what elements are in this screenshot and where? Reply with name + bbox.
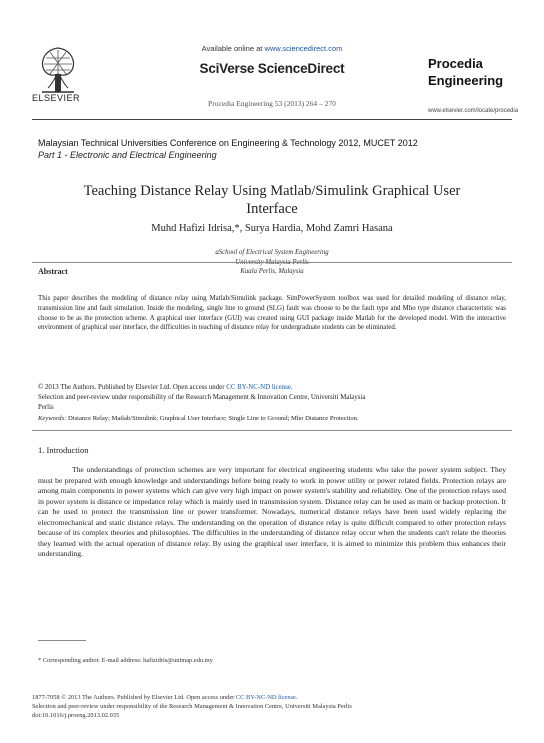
available-prefix: Available online at [201, 44, 265, 53]
footer-line2: Selection and peer-review under responsibility of the Research Management & Innovation Centre, Universiti Malaysia Perlis [32, 703, 352, 710]
footer-doi: doi:10.1016/j.proeng.2013.02.035 [32, 712, 120, 719]
paper-authors: Muhd Hafizi Idrisa,*, Surya Hardia, Mohd Zamri Hasana [151, 223, 393, 234]
conference-name: Malaysian Technical Universities Conference on Engineering & Technology 2012, MUCET 2012 [38, 138, 418, 148]
copyright-line2: Selection and peer-review under responsibility of the Research Management & Innovation Centre, Universiti Malaysia [38, 393, 366, 401]
copyright-line1: © 2013 The Authors. Published by Elsevier Ltd. Open access under [38, 384, 227, 391]
publisher-name: ELSEVIER [32, 93, 81, 103]
introduction-paragraph [38, 465, 506, 560]
journal-url[interactable]: www.elsevier.com/locate/procedia [428, 108, 519, 114]
introduction-text: The understandings of protection schemes are very important for electrical engineering students who take the power system subject. They must be prepared with enough knowledge and understandings before being ready to work in power utility or power related fields. Protection relays are among main components in power systems which can give very high impact on power system's stability and reliability. One of the protection relays used in power system is distance or impedance relay which is mainly used in transmission system. Distance relay can be used as main or backup protection. It can be used to protect the transmission line or power transformer. Nowadays, numerical distance relays have been used widely replacing the electromechanical and static distance relays. The understanding on the operation of distance relay is quite difficult compared to other protection relays because of its complex theories and philosophies. The difficulties in the understanding of distance relay occur when the students can't relate the theories they learned with the actual operation of distance relay. By using the graphical user interface, it is aimed to minimize this problem thus enhances their understanding. [38, 465, 506, 559]
footer-line1: 1877-7058 © 2013 The Authors. Published by Elsevier Ltd. Open access under [32, 694, 236, 701]
page-footer [32, 693, 512, 720]
conference-part: Part 1 - Electronic and Electrical Engineering [38, 150, 217, 160]
sciverse-logo-text: SciVerse ScienceDirect [199, 61, 345, 76]
corresponding-author-footnote: * Corresponding author. E-mail address: hafizidris@unimap.edu.my [38, 657, 213, 664]
abstract-heading: Abstract [38, 267, 68, 276]
copyright-line3: Perlis [38, 403, 54, 411]
copyright-block [38, 383, 506, 412]
license-link[interactable]: CC BY-NC-ND license. [226, 384, 293, 391]
journal-name-line1: Procedia [428, 56, 483, 71]
header-rule [32, 119, 512, 120]
availability-line [0, 44, 544, 53]
journal-reference: Procedia Engineering 53 (2013) 264 – 270 [208, 99, 336, 108]
journal-name [428, 55, 503, 89]
footer-license-link[interactable]: CC BY-NC-ND license. [235, 694, 298, 701]
paper-title-line2: Interface [246, 201, 298, 217]
keywords-label: Keywords: [38, 415, 67, 422]
sciencedirect-link[interactable]: www.sciencedirect.com [264, 44, 343, 53]
paper-title [40, 182, 504, 218]
journal-name-line2: Engineering [428, 73, 504, 88]
section-heading-introduction: 1. Introduction [38, 445, 89, 455]
keywords [38, 414, 506, 423]
abstract-top-rule [32, 262, 512, 263]
affiliation-line2: University Malaysia Perlis [235, 258, 309, 266]
keywords-text: Distance Relay; Matlab/Simulink; Graphical User Interface; Single Line to Ground; Mho Distance Protection. [66, 415, 359, 422]
paper-title-line1: Teaching Distance Relay Using Matlab/Simulink Graphical User [83, 183, 461, 199]
abstract-text: This paper describes the modeling of distance relay using Matlab/Simulink package. SimPowerSystem toolbox was used for detailed modeling of distance relay, transmission line and fault simulation. Inside the modeling, single line to ground (SLG) fault was choose to be the fault type and Mho type distance characteristic was choose to be as the protection scheme. A graphical user interface (GUI) was created using GUI package inside Matlab for the developed model. With the interactive environment of graphical user interface, the difficulties in teaching of distance relay for undergraduate students can be eliminated. [38, 295, 506, 332]
affiliation-line3: Kuala Perlis, Malaysia [240, 268, 304, 275]
footnote-rule [38, 640, 86, 641]
keywords-bottom-rule [32, 430, 512, 431]
affiliation-line1: aSchool of Electrical System Engineering [215, 249, 329, 256]
